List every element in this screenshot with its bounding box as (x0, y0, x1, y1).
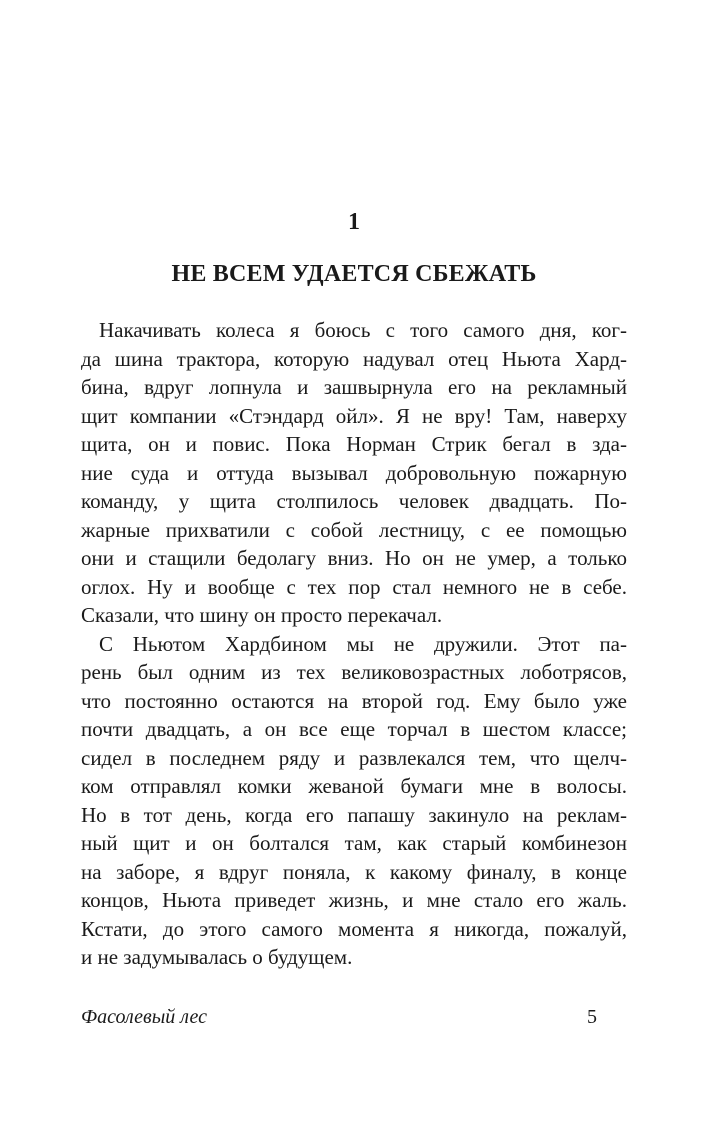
text-line: они и стащили бедолагу вниз. Но он не умер, а только (81, 546, 627, 570)
text-line: жарные прихватили с собой лестницу, с ее помощью (81, 517, 627, 542)
running-title: Фасолевый лес (81, 1006, 207, 1028)
text-line: концов, Ньюта приведет жизнь, и мне стало его жаль. (81, 888, 627, 912)
text-line: Сказали, что шину он просто перекачал. (81, 603, 443, 627)
chapter-number: 1 (348, 209, 360, 235)
text-line: ние суда и оттуда вызывал добровольную пожарную (81, 460, 627, 485)
paragraph (81, 316, 627, 630)
text-line: С Ньютом Хардбином мы не дружили. Этот па- (99, 631, 627, 656)
text-line: ком отправлял комки жеваной бумаги мне в волосы. (81, 774, 627, 798)
text-line: щит компании «Стэндард ойл». Я не вру! Там, наверху (81, 403, 627, 428)
text-line: бина, вдруг лопнула и зашвырнула его на рекламный (81, 375, 627, 399)
text-line: и не задумывалась о будущем. (81, 945, 353, 969)
text-line: рень был одним из тех великовозрастных лоботрясов, (81, 660, 627, 684)
page-number: 5 (587, 1006, 597, 1028)
text-line: Накачивать колеса я боюсь с того самого дня, ког- (99, 318, 627, 342)
text-line: щита, он и повис. Пока Норман Стрик бегал в зда- (81, 432, 627, 456)
text-line: ный щит и он болтался там, как старый комбинезон (81, 831, 627, 855)
text-line: что постоянно остаются на второй год. Ему было уже (81, 688, 627, 713)
body-text (81, 316, 627, 972)
text-line: почти двадцать, а он все еще торчал в шестом классе; (81, 717, 627, 741)
text-line: на заборе, я вдруг поняла, к какому финалу, в конце (81, 859, 627, 884)
text-line: сидел в последнем ряду и развлекался тем, что щелч- (81, 745, 627, 770)
text-line: Кстати, до этого самого момента я никогда, пожалуй, (81, 916, 627, 941)
text-line: оглох. Ну и вообще с тех пор стал немного не в себе. (81, 574, 627, 599)
page-footer (81, 1003, 627, 1033)
paragraph (81, 630, 627, 972)
text-line: команду, у щита столпилось человек двадцать. По- (81, 489, 627, 513)
text-line: да шина трактора, которую надувал отец Ньюта Хард- (81, 346, 627, 371)
text-line: Но в тот день, когда его папашу закинуло на реклам- (81, 802, 627, 827)
chapter-title: НЕ ВСЕМ УДАЕТСЯ СБЕЖАТЬ (171, 261, 537, 287)
